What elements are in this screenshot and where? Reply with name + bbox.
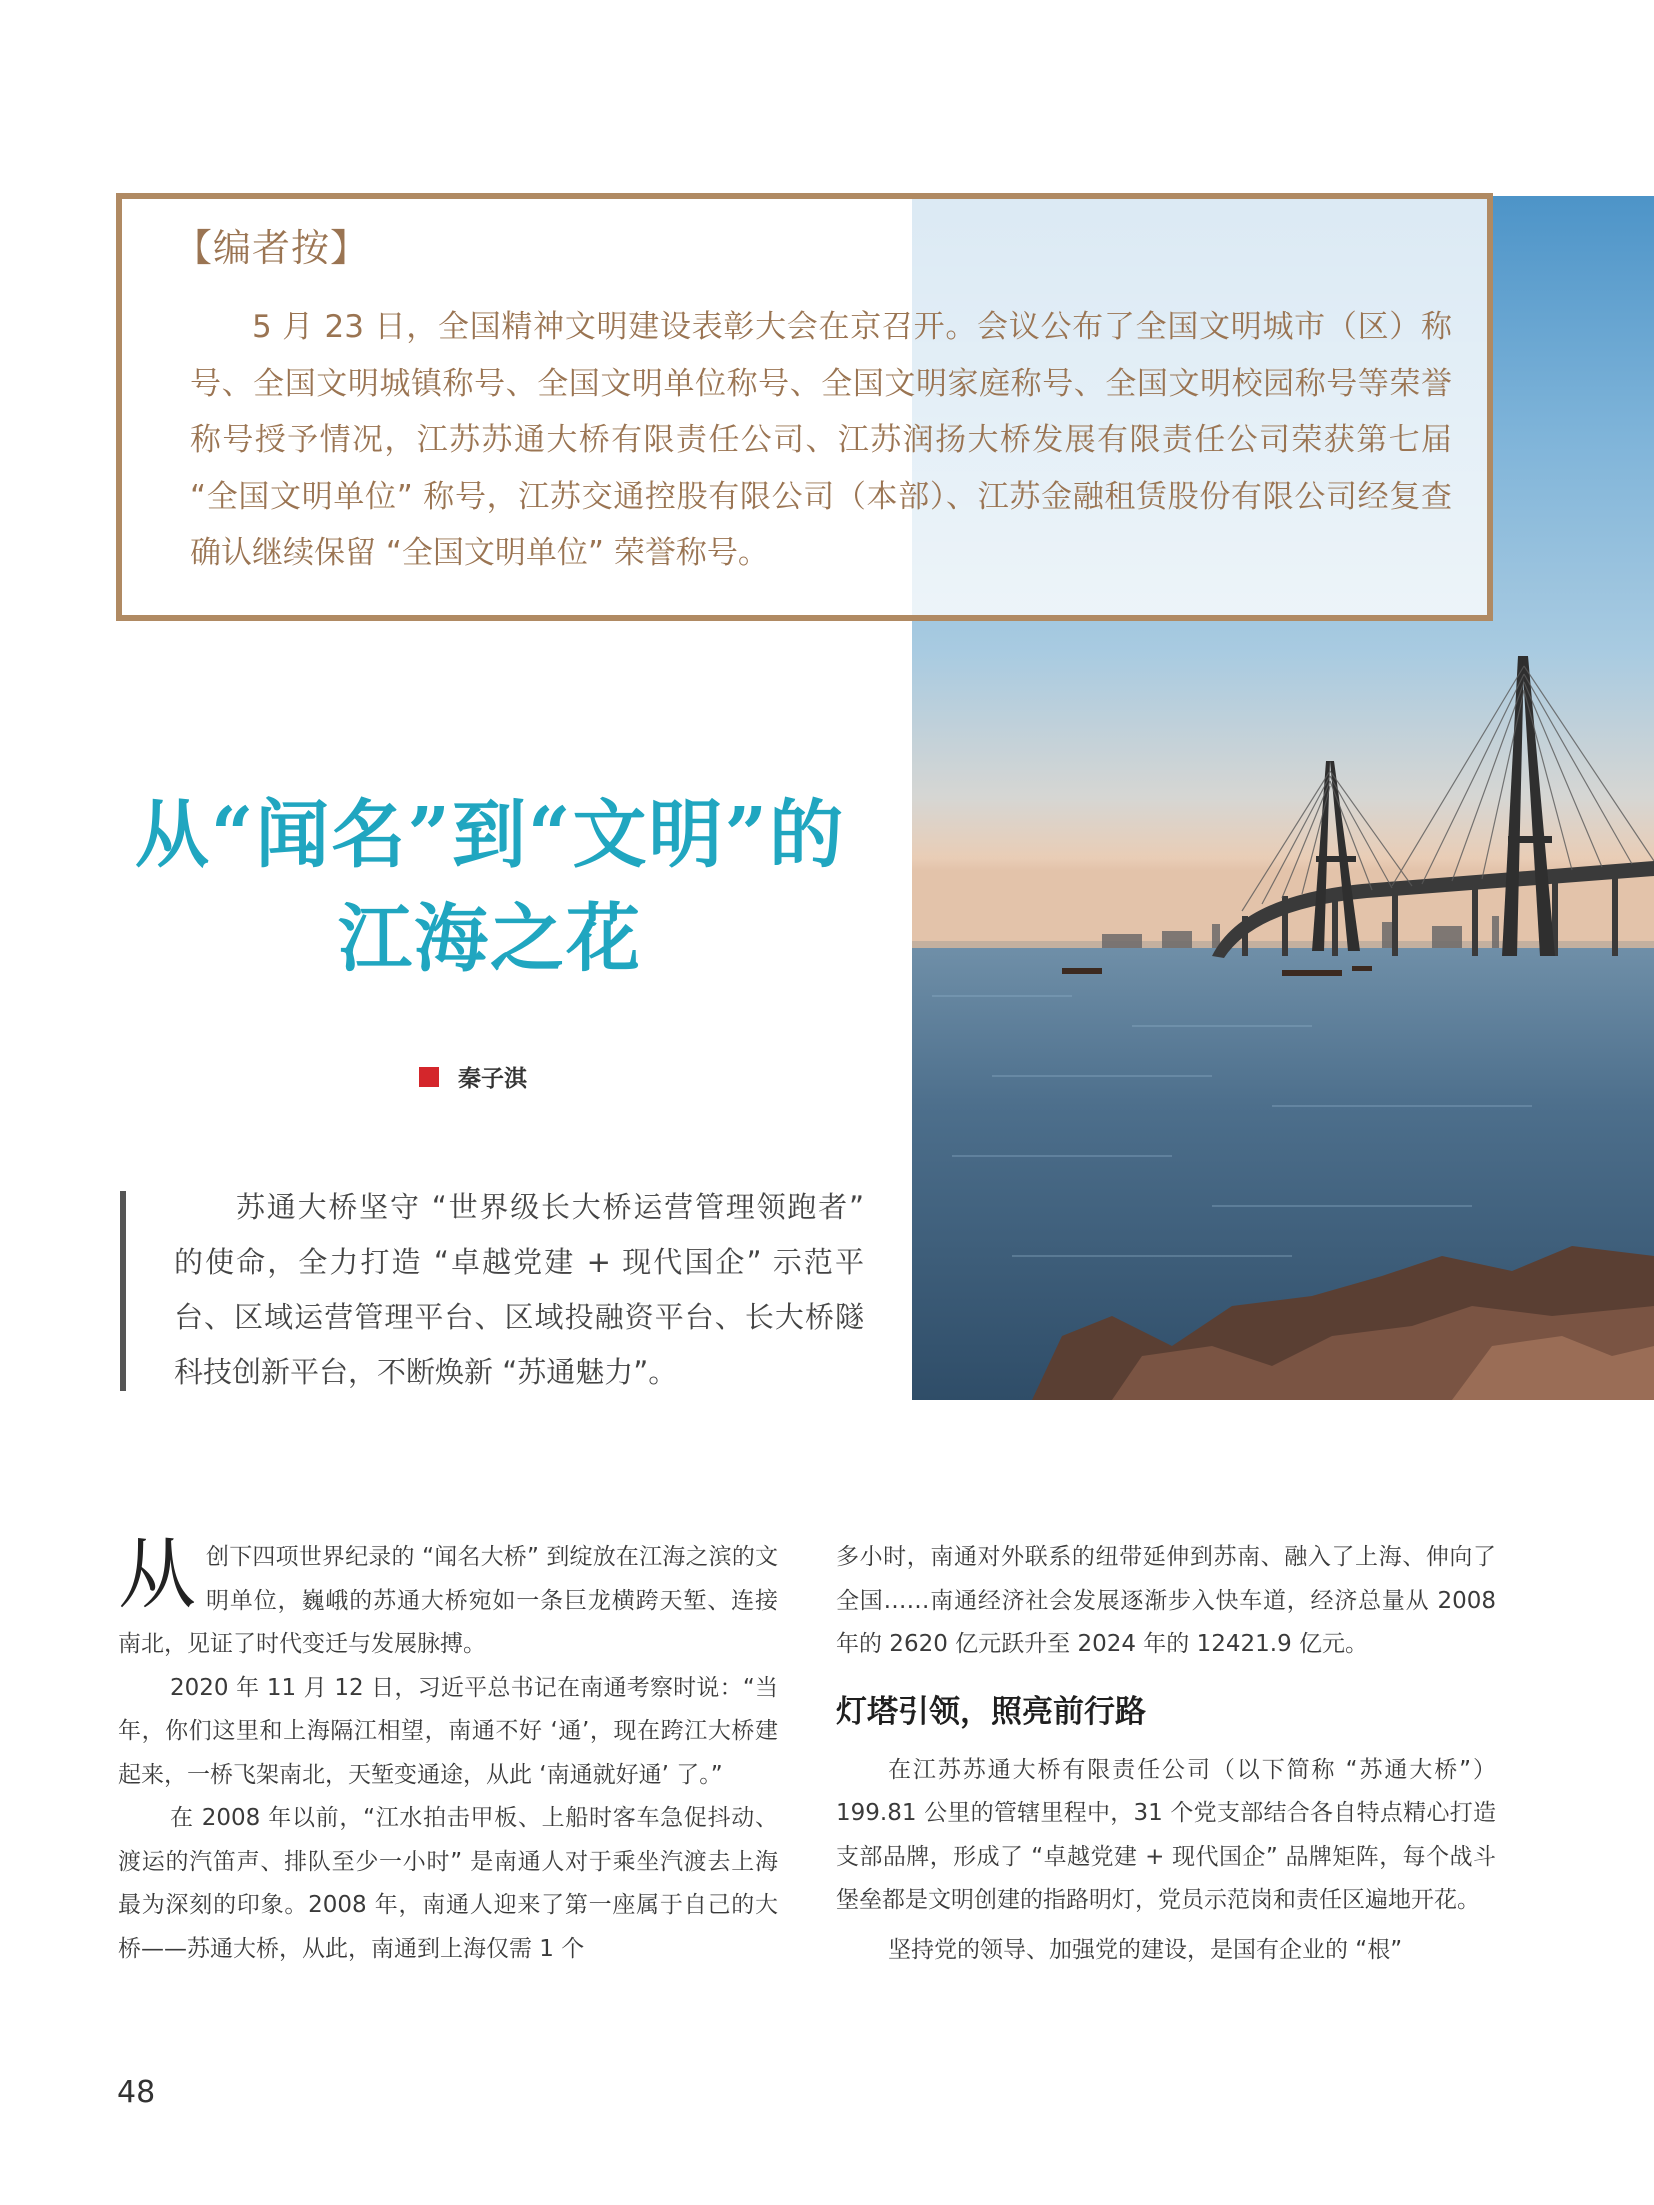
lead-paragraph: 苏通大桥坚守 “世界级长大桥运营管理领跑者” 的使命，全力打造 “卓越党建 + 现代国企” 示范平台、区域运营管理平台、区域投融资平台、长大桥隧科技创新平台，不断焕新 “苏通魅力”。 (174, 1190, 864, 1389)
article-paragraph: 在江苏苏通大桥有限责任公司（以下简称 “苏通大桥”）199.81 公里的管辖里程中，31 个党支部结合各自特点精心打造支部品牌，形成了 “卓越党建 + 现代国企” 品牌矩阵，每个战斗堡垒都是文明创建的指路明灯，党员示范岗和责任区遍地开花。 (836, 1756, 1496, 1913)
article-paragraph (118, 1530, 778, 1667)
article-paragraph: 坚持党的领导、加强党的建设，是国有企业的 “根” (888, 1936, 1403, 1963)
lead-quote-bar (120, 1191, 126, 1391)
paragraph-text: 创下四项世界纪录的 “闻名大桥” 到绽放在江海之滨的文明单位，巍峨的苏通大桥宛如一条巨龙横跨天堑、连接南北，见证了时代变迁与发展脉搏。 (118, 1544, 778, 1657)
article-paragraph: 2020 年 11 月 12 日，习近平总书记在南通考察时说：“当年，你们这里和上海隔江相望，南通不好 ‘通’，现在跨江大桥建起来，一桥飞架南北，天堑变通途，从此 ‘南通就好通’ 了。” (118, 1674, 778, 1788)
author-marker (419, 1067, 439, 1087)
article-paragraph: 在 2008 年以前，“江水拍击甲板、上船时客车急促抖动、渡运的汽笛声、排队至少一小时” 是南通人对于乘坐汽渡去上海最为深刻的印象。2008 年，南通人迎来了第一座属于自己的大桥——苏通大桥，从此，南通到上海仅需 1 个 (118, 1805, 778, 1962)
article-column-right (836, 1536, 1496, 1972)
editor-note-heading: 【编者按】 (174, 226, 370, 270)
article-title-line-1: 从“闻名”到“文明”的 (134, 792, 846, 878)
article-column-left (118, 1530, 778, 1971)
section-heading: 灯塔引领，照亮前行路 (836, 1693, 1146, 1730)
page-number: 48 (117, 2075, 156, 2110)
article-paragraph: 多小时，南通对外联系的纽带延伸到苏南、融入了上海、伸向了全国……南通经济社会发展逐渐步入快车道，经济总量从 2008 年的 2620 亿元跃升至 2024 年的 12421.9 亿元。 (836, 1544, 1496, 1657)
author-name: 秦子淇 (458, 1066, 527, 1092)
editor-note-body: 5 月 23 日，全国精神文明建设表彰大会在京召开。会议公布了全国文明城市（区）称号、全国文明城镇称号、全国文明单位称号、全国文明家庭称号、全国文明校园称号等荣誉称号授予情况，江苏苏通大桥有限责任公司、江苏润扬大桥发展有限责任公司荣获第七届 “全国文明单位” 称号，江苏交通控股有限公司（本部）、江苏金融租赁股份有限公司经复查确认继续保留 “全国文明单位” 荣誉称号。 (190, 309, 1452, 571)
editor-note-box (116, 193, 1493, 621)
article-title-line-2: 江海之花 (338, 896, 642, 982)
drop-cap: 从 (118, 1530, 197, 1620)
article-title (110, 783, 870, 991)
